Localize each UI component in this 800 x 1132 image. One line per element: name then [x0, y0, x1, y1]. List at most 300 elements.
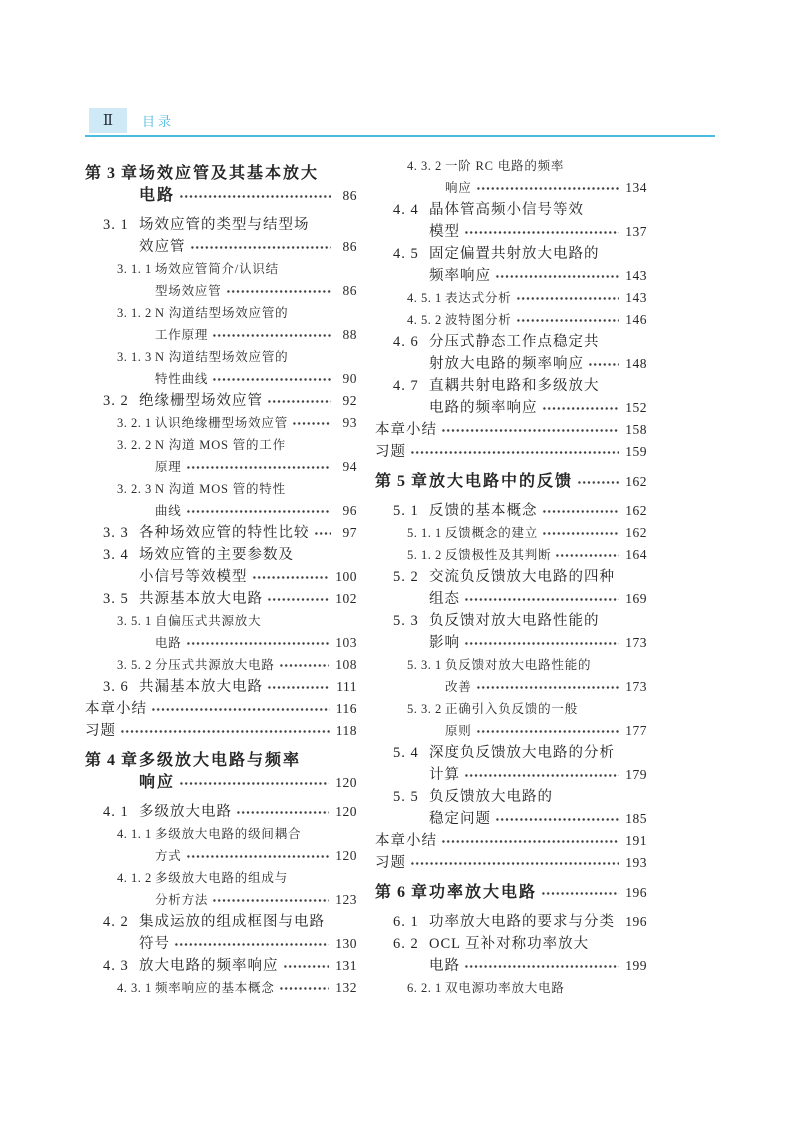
- entry-number: 3. 2: [103, 393, 129, 409]
- entry-title-text: 共源基本放大电路: [139, 591, 263, 607]
- toc-entry: [85, 163, 357, 207]
- entry-title-line: [375, 852, 647, 874]
- entry-page-number: 94: [342, 459, 357, 474]
- entry-title-line: [429, 588, 647, 610]
- page-number-label: Ⅱ: [102, 113, 114, 129]
- entry-page-number: 90: [342, 371, 357, 386]
- entry-title-text: 功率放大电路: [429, 884, 538, 901]
- entry-title-text: 工作原理: [155, 328, 209, 342]
- dot-leader: [441, 419, 619, 441]
- entry-title-line: [445, 720, 647, 742]
- entry-title-text: 场效应管的主要参数及: [139, 547, 294, 563]
- entry-title-line: [85, 698, 357, 720]
- entry-title-line: [139, 522, 357, 544]
- toc-entry: [375, 830, 647, 852]
- entry-title-line: [445, 177, 647, 199]
- toc-entry: [85, 977, 357, 999]
- entry-title-line: [445, 654, 647, 676]
- dot-leader: [186, 845, 330, 867]
- entry-page-number: 159: [625, 444, 647, 459]
- entry-page-number: 130: [335, 936, 357, 951]
- entry-title-text: 反馈概念的建立: [445, 526, 539, 540]
- entry-title-text: 计算: [429, 767, 460, 783]
- entry-title-line: [429, 375, 647, 397]
- entry-number: 3. 1. 2: [117, 306, 152, 320]
- entry-page-number: 86: [342, 188, 357, 203]
- entry-title-line: [155, 632, 357, 654]
- dot-leader: [190, 236, 332, 258]
- entry-title-text: 多级放大电路与频率: [139, 752, 302, 769]
- dot-leader: [495, 808, 619, 830]
- toc-entry: [85, 867, 357, 911]
- dot-leader: [279, 977, 330, 999]
- entry-number: 4. 1. 1: [117, 827, 152, 841]
- entry-title-text: 负反馈对放大电路性能的: [445, 658, 592, 672]
- entry-title-text: 正确引入负反馈的一般: [445, 702, 579, 716]
- entry-title-text: 原则: [445, 724, 472, 738]
- entry-page-number: 146: [625, 312, 647, 327]
- entry-title-text: 晶体管高频小信号等效: [429, 202, 584, 218]
- entry-page-number: 132: [335, 980, 357, 995]
- entry-title-line: [429, 742, 647, 764]
- dot-leader: [464, 221, 619, 243]
- dot-leader: [283, 955, 330, 977]
- entry-title-line: [445, 155, 647, 177]
- entry-title-line: [429, 610, 647, 632]
- entry-title-text: 曲线: [155, 504, 182, 518]
- toc-entry: [375, 419, 647, 441]
- entry-title-line: [429, 566, 647, 588]
- entry-title-line: [445, 287, 647, 309]
- entry-page-number: 92: [342, 393, 357, 408]
- toc-entry: [375, 441, 647, 463]
- toc-entry: [375, 544, 647, 566]
- entry-title-text: 反馈极性及其判断: [445, 548, 552, 562]
- entry-number: 第 6 章: [375, 884, 429, 901]
- dot-leader: [186, 500, 331, 522]
- dot-leader: [464, 632, 619, 654]
- entry-page-number: 158: [625, 422, 647, 437]
- entry-title-text: 电路: [429, 958, 460, 974]
- entry-title-text: 射放大电路的频率响应: [429, 356, 584, 372]
- entry-title-text: 习题: [375, 855, 406, 871]
- entry-title-line: [155, 610, 357, 632]
- dot-leader: [464, 588, 619, 610]
- entry-number: 4. 6: [393, 334, 419, 350]
- entry-page-number: 185: [625, 811, 647, 826]
- entry-title-text: 频率响应: [429, 268, 491, 284]
- entry-title-text: 深度负反馈放大电路的分析: [429, 745, 615, 761]
- entry-page-number: 173: [625, 679, 647, 694]
- entry-page-number: 162: [625, 474, 647, 489]
- entry-title-line: [155, 456, 357, 478]
- entry-number: 3. 3: [103, 525, 129, 541]
- dot-leader: [236, 801, 329, 823]
- toc-entry: [85, 654, 357, 676]
- entry-title-line: [155, 845, 357, 867]
- entry-number: 3. 1: [103, 217, 129, 233]
- toc-entry: [375, 610, 647, 654]
- entry-title-text: 负反馈放大电路的: [429, 789, 553, 805]
- dot-leader: [542, 397, 620, 419]
- entry-title-text: 反馈的基本概念: [429, 503, 538, 519]
- entry-page-number: 102: [335, 591, 357, 606]
- entry-title-line: [155, 977, 357, 999]
- entry-title-line: [155, 867, 357, 889]
- entry-title-line: [429, 933, 647, 955]
- entry-page-number: 148: [625, 356, 647, 371]
- toc-entry: [85, 390, 357, 412]
- entry-title-line: [445, 676, 647, 698]
- entry-number: 5. 1. 1: [407, 526, 442, 540]
- entry-number: 5. 2: [393, 569, 419, 585]
- entry-title-text: N 沟道结型场效应管的: [155, 350, 289, 364]
- toc-entry: [375, 882, 647, 904]
- entry-title-line: [375, 419, 647, 441]
- entry-title-text: 电路: [155, 636, 182, 650]
- toc-entry: [375, 155, 647, 199]
- entry-title-line: [139, 390, 357, 412]
- entry-title-line: [429, 882, 647, 904]
- entry-title-line: [429, 243, 647, 265]
- toc-column-left: [85, 155, 357, 999]
- entry-number: 4. 4: [393, 202, 419, 218]
- entry-number: 4. 3: [103, 958, 129, 974]
- entry-page-number: 143: [625, 268, 647, 283]
- entry-page-number: 162: [625, 525, 647, 540]
- entry-number: 4. 3. 1: [117, 981, 152, 995]
- entry-title-line: [139, 676, 357, 698]
- entry-number: 5. 3: [393, 613, 419, 629]
- toc-entry: [85, 676, 357, 698]
- entry-page-number: 196: [625, 914, 647, 929]
- entry-title-text: 特性曲线: [155, 372, 209, 386]
- entry-number: 4. 1: [103, 804, 129, 820]
- entry-title-line: [429, 808, 647, 830]
- entry-title-text: 功率放大电路的要求与分类: [429, 914, 615, 930]
- entry-title-line: [445, 977, 647, 999]
- entry-page-number: 177: [625, 723, 647, 738]
- entry-title-line: [429, 353, 647, 375]
- page-header: [85, 108, 715, 137]
- entry-number: 3. 5. 1: [117, 614, 152, 628]
- entry-number: 4. 5: [393, 246, 419, 262]
- entry-title-text: 多级放大电路的级间耦合: [155, 827, 302, 841]
- entry-title-text: 习题: [85, 723, 116, 739]
- entry-title-line: [155, 500, 357, 522]
- entry-title-text: 响应: [139, 774, 176, 791]
- entry-page-number: 164: [625, 547, 647, 562]
- entry-title-line: [139, 236, 357, 258]
- entry-title-text: 组态: [429, 591, 460, 607]
- entry-page-number: 116: [335, 701, 357, 716]
- toc-entry: [375, 243, 647, 287]
- dot-leader: [186, 632, 330, 654]
- dot-leader: [464, 764, 619, 786]
- entry-page-number: 169: [625, 591, 647, 606]
- entry-page-number: 93: [342, 415, 357, 430]
- dot-leader: [314, 522, 332, 544]
- entry-number: 第 4 章: [85, 752, 139, 769]
- entry-title-text: 方式: [155, 849, 182, 863]
- entry-title-line: [429, 471, 647, 493]
- entry-title-line: [155, 434, 357, 456]
- entry-page-number: 108: [335, 657, 357, 672]
- entry-title-line: [375, 830, 647, 852]
- entry-number: 3. 5: [103, 591, 129, 607]
- entry-number: 4. 5. 1: [407, 291, 442, 305]
- toc-entry: [85, 214, 357, 258]
- entry-number: 3. 4: [103, 547, 129, 563]
- toc-entry: [85, 412, 357, 434]
- dot-leader: [267, 588, 329, 610]
- entry-number: 3. 1. 1: [117, 262, 152, 276]
- entry-title-line: [139, 566, 357, 588]
- entry-page-number: 191: [625, 833, 647, 848]
- entry-title-text: 放大电路中的反馈: [429, 473, 574, 490]
- entry-number: 6. 1: [393, 914, 419, 930]
- entry-title-line: [445, 698, 647, 720]
- entry-title-line: [429, 331, 647, 353]
- entry-title-line: [155, 478, 357, 500]
- page-title: 目录: [142, 114, 175, 129]
- entry-number: 4. 5. 2: [407, 313, 442, 327]
- toc-entry: [85, 955, 357, 977]
- entry-title-line: [139, 911, 357, 933]
- toc-entry: [85, 911, 357, 955]
- dot-leader: [292, 412, 331, 434]
- entry-page-number: 118: [335, 723, 357, 738]
- entry-page-number: 134: [625, 180, 647, 195]
- entry-page-number: 199: [625, 958, 647, 973]
- toc-entry: [85, 588, 357, 610]
- entry-number: 5. 5: [393, 789, 419, 805]
- toc-entry: [375, 852, 647, 874]
- entry-title-line: [155, 280, 357, 302]
- entry-number: 3. 1. 3: [117, 350, 152, 364]
- entry-title-text: 自偏压式共源放大: [155, 614, 262, 628]
- dot-leader: [441, 830, 619, 852]
- dot-leader: [212, 368, 331, 390]
- dot-leader: [555, 544, 619, 566]
- entry-title-text: 多级放大电路: [139, 804, 232, 820]
- table-of-contents: [85, 155, 715, 999]
- entry-title-line: [155, 346, 357, 368]
- entry-number: 3. 6: [103, 679, 129, 695]
- entry-title-line: [429, 632, 647, 654]
- entry-page-number: 120: [335, 804, 357, 819]
- entry-page-number: 143: [625, 290, 647, 305]
- entry-title-line: [139, 933, 357, 955]
- entry-title-line: [139, 772, 357, 794]
- entry-title-line: [429, 786, 647, 808]
- toc-entry: [375, 933, 647, 977]
- entry-title-line: [429, 911, 647, 933]
- entry-title-line: [429, 199, 647, 221]
- entry-title-line: [139, 801, 357, 823]
- entry-page-number: 88: [342, 327, 357, 342]
- dot-leader: [541, 882, 619, 904]
- entry-number: 5. 3. 2: [407, 702, 442, 716]
- toc-entry: [375, 287, 647, 309]
- entry-title-text: 一阶 RC 电路的频率: [445, 159, 565, 173]
- entry-number: 3. 2. 3: [117, 482, 152, 496]
- entry-number: 4. 7: [393, 378, 419, 394]
- entry-page-number: 162: [625, 503, 647, 518]
- entry-title-text: 场效应管及其基本放大: [139, 165, 320, 182]
- entry-page-number: 179: [625, 767, 647, 782]
- entry-title-line: [445, 544, 647, 566]
- entry-page-number: 97: [342, 525, 357, 540]
- entry-number: 4. 1. 2: [117, 871, 152, 885]
- entry-title-line: [429, 221, 647, 243]
- toc-entry: [85, 478, 357, 522]
- toc-entry: [85, 750, 357, 794]
- dot-leader: [151, 698, 330, 720]
- entry-title-line: [155, 258, 357, 280]
- entry-title-text: 影响: [429, 635, 460, 651]
- dot-leader: [279, 654, 330, 676]
- toc-entry: [375, 977, 647, 999]
- entry-page-number: 120: [335, 848, 357, 863]
- dot-leader: [464, 955, 619, 977]
- entry-title-line: [155, 654, 357, 676]
- entry-page-number: 196: [625, 885, 647, 900]
- entry-title-line: [429, 955, 647, 977]
- entry-title-text: 型场效应管: [155, 284, 222, 298]
- entry-title-text: 放大电路的频率响应: [139, 958, 279, 974]
- entry-title-text: 稳定问题: [429, 811, 491, 827]
- entry-page-number: 111: [336, 679, 357, 694]
- entry-title-text: 习题: [375, 444, 406, 460]
- entry-number: 4. 2: [103, 914, 129, 930]
- entry-title-text: 符号: [139, 936, 170, 952]
- entry-title-line: [85, 720, 357, 742]
- entry-page-number: 86: [342, 239, 357, 254]
- toc-entry: [375, 742, 647, 786]
- entry-title-line: [155, 823, 357, 845]
- entry-title-text: 电路: [139, 187, 176, 204]
- dot-leader: [174, 933, 329, 955]
- page-number-badge: [89, 108, 127, 133]
- entry-title-line: [139, 588, 357, 610]
- dot-leader: [226, 280, 331, 302]
- entry-title-text: 共漏基本放大电路: [139, 679, 263, 695]
- entry-title-text: 本章小结: [375, 833, 437, 849]
- entry-number: 6. 2. 1: [407, 981, 442, 995]
- entry-page-number: 131: [335, 958, 357, 973]
- entry-title-text: 小信号等效模型: [139, 569, 248, 585]
- entry-number: 5. 1: [393, 503, 419, 519]
- entry-title-line: [139, 214, 357, 236]
- entry-title-line: [139, 163, 357, 185]
- entry-title-text: 固定偏置共射放大电路的: [429, 246, 600, 262]
- entry-title-text: 场效应管的类型与结型场: [139, 217, 310, 233]
- entry-title-text: 绝缘栅型场效应管: [139, 393, 263, 409]
- dot-leader: [476, 676, 620, 698]
- entry-title-text: 负反馈对放大电路性能的: [429, 613, 600, 629]
- entry-number: 第 3 章: [85, 165, 139, 182]
- toc-entry: [375, 199, 647, 243]
- toc-entry: [375, 471, 647, 493]
- entry-title-text: 电路的频率响应: [429, 400, 538, 416]
- entry-title-text: 直耦共射电路和多级放大: [429, 378, 600, 394]
- entry-title-text: 场效应管简介/认识结: [155, 262, 279, 276]
- toc-entry: [375, 522, 647, 544]
- entry-number: 5. 4: [393, 745, 419, 761]
- dot-leader: [410, 441, 619, 463]
- toc-entry: [85, 823, 357, 867]
- entry-number: 3. 2. 2: [117, 438, 152, 452]
- entry-page-number: 193: [625, 855, 647, 870]
- entry-title-text: 改善: [445, 680, 472, 694]
- entry-title-text: OCL 互补对称功率放大: [429, 936, 590, 952]
- entry-title-line: [429, 397, 647, 419]
- entry-title-line: [155, 368, 357, 390]
- toc-entry: [85, 544, 357, 588]
- dot-leader: [476, 177, 620, 199]
- entry-title-line: [139, 955, 357, 977]
- dot-leader: [179, 772, 329, 794]
- entry-page-number: 152: [625, 400, 647, 415]
- entry-number: 5. 3. 1: [407, 658, 442, 672]
- dot-leader: [516, 287, 620, 309]
- entry-title-text: 本章小结: [85, 701, 147, 717]
- entry-page-number: 137: [625, 224, 647, 239]
- toc-entry: [375, 566, 647, 610]
- toc-entry: [85, 302, 357, 346]
- toc-entry: [85, 698, 357, 720]
- dot-leader: [410, 852, 619, 874]
- entry-page-number: 86: [342, 283, 357, 298]
- toc-entry: [85, 522, 357, 544]
- toc-entry: [85, 258, 357, 302]
- entry-title-text: 各种场效应管的特性比较: [139, 525, 310, 541]
- entry-title-line: [155, 889, 357, 911]
- toc-entry: [375, 375, 647, 419]
- dot-leader: [212, 889, 329, 911]
- dot-leader: [476, 720, 620, 742]
- toc-entry: [85, 610, 357, 654]
- toc-entry: [375, 500, 647, 522]
- entry-title-text: 原理: [155, 460, 182, 474]
- dot-leader: [577, 471, 619, 493]
- entry-title-text: N 沟道结型场效应管的: [155, 306, 289, 320]
- entry-number: 3. 5. 2: [117, 658, 152, 672]
- dot-leader: [267, 390, 331, 412]
- toc-entry: [375, 309, 647, 331]
- dot-leader: [542, 522, 619, 544]
- entry-title-line: [155, 324, 357, 346]
- toc-column-right: [375, 155, 647, 999]
- entry-page-number: 96: [342, 503, 357, 518]
- entry-title-text: 模型: [429, 224, 460, 240]
- dot-leader: [495, 265, 619, 287]
- entry-title-text: 响应: [445, 181, 472, 195]
- entry-title-text: 双电源功率放大电路: [445, 981, 565, 995]
- entry-title-line: [445, 522, 647, 544]
- dot-leader: [252, 566, 330, 588]
- dot-leader: [516, 309, 620, 331]
- entry-page-number: 100: [335, 569, 357, 584]
- dot-leader: [120, 720, 330, 742]
- entry-title-text: N 沟道 MOS 管的工作: [155, 438, 286, 452]
- entry-page-number: 123: [335, 892, 357, 907]
- dot-leader: [179, 185, 331, 207]
- entry-number: 第 5 章: [375, 473, 429, 490]
- entry-title-text: 效应管: [139, 239, 186, 255]
- entry-title-text: 频率响应的基本概念: [155, 981, 275, 995]
